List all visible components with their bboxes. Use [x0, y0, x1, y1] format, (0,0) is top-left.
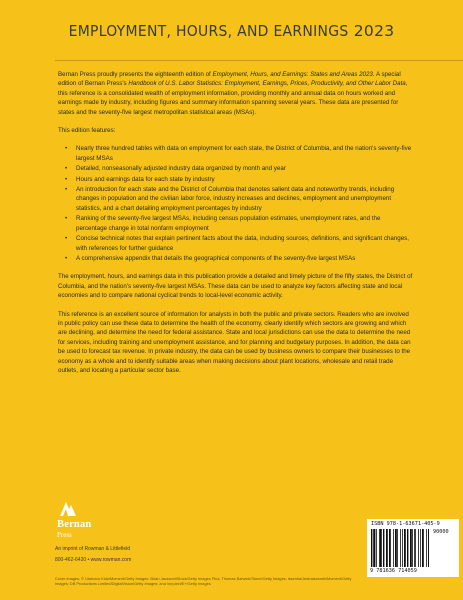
logo-press: Press	[57, 531, 72, 539]
feature-item: • Hours and earnings data for each state by industry	[76, 175, 413, 184]
intro-text-2: . A special edition of Bernan Press's	[58, 71, 401, 88]
imprint-line: An imprint of Rowman & Littlefield	[55, 546, 131, 552]
feature-item: • Nearly three hundred tables with data on employment for each state, the District of Columbia, and the nation's seventy-five largest MSAs	[76, 144, 413, 163]
intro-text-1: Bernan Press proudly presents the eighteenth edition of	[58, 71, 213, 78]
data-description-paragraph: The employment, hours, and earnings data in this publication provide a detailed and timely picture of the fifty states, the District of Columbia, and the nation's seventy-five largest MSAs. These data can be used to analyze key factors affecting state and local economies and to compare national cyclical trends to local-level economic activity.	[58, 273, 413, 300]
intro-book-title: Employment, Hours, and Earnings: States and Areas 2023	[212, 71, 373, 78]
back-cover-text	[58, 70, 413, 384]
cover-footer	[55, 498, 449, 598]
book-title-heading	[0, 22, 463, 40]
features-heading: This edition features:	[58, 127, 116, 135]
header-band	[0, 0, 463, 62]
image-credits: Cover images: © Utamaru Kido/Moment/Getty Images; Brian Jackson/iStock/Getty Images Plus; Thomas Barwick/Stone/Getty Images; iksentia/Jedmakosmik/Moment/Getty Images; DB Productions Limited/DigitalVision/Getty Images; and /mrpixel/E+/Getty Images	[55, 576, 352, 587]
bernan-logo-icon	[57, 498, 79, 518]
feature-item: • Concise technical notes that explain pertinent facts about the data, including sources, definitions, and significant changes, with references for further guidance	[76, 234, 413, 253]
features-list	[58, 144, 413, 263]
barcode-digits: 9 781636 714059	[370, 568, 417, 574]
publisher-logo	[55, 498, 155, 553]
isbn-label: ISBN 978-1-63671-405-9	[371, 521, 440, 527]
intro-handbook-title: Handbook of U.S. Labor Statistics: Employment, Earnings, Prices, Productivity, and Other Labor Data	[128, 80, 406, 88]
contact-line: 800-462-6420 • www.rowman.com	[55, 557, 132, 563]
feature-item: • Ranking of the seventy-five largest MSAs, including census population estimates, unemployment rates, and the percentage change in total nonfarm employment	[76, 214, 413, 233]
audience-paragraph: This reference is an excellent source of information for analysts in both the public and private sectors. Readers who are involved in public policy can use these data to determine the health of the economy, clearly identify which sectors are growing and which are declining, and determine the need for federal assistance. State and local jurisdictions can use the data to determine the need for services, including training and unemployment assistance, and for planning and budgetary purposes. In addition, the data can be used to forecast tax revenue. In private industry, the data can be used by business owners to compare their businesses to the economy as a whole and to identify suitable areas when making decisions about plant locations, wholesale and retail trade outlets, and locating a particular sector base.	[58, 310, 411, 374]
feature-item: • An introduction for each state and the District of Columbia that denotes salient data and noteworthy trends, including changes in population and the civilian labor force, industry increases and declines, employment and unemployment statistics, and a chart detailing employment percentages by industry	[76, 185, 413, 213]
feature-item: • A comprehensive appendix that details the geographical components of the seventy-five largest MSAs	[76, 254, 413, 263]
title-main: EMPLOYMENT, HOURS, AND EARNINGS	[68, 22, 349, 40]
price-code: 90000	[433, 529, 449, 535]
title-year: 2023	[353, 22, 395, 40]
logo-name: Bernan	[57, 519, 92, 530]
barcode-icon	[371, 529, 429, 567]
intro-paragraph	[58, 70, 413, 117]
feature-item: • Detailed, nonseasonally adjusted industry data organized by month and year	[76, 164, 413, 173]
barcode-box	[367, 519, 459, 577]
header-divider	[55, 60, 463, 61]
intro-text-3: , this reference is a consolidated wealth of employment information, providing monthly and annual data on hours worked and earnings made by industry, including figures and summary information spanning several years. These data are presented for states and the seventy-five largest metropolitan statistical areas (MSAs).	[58, 80, 408, 116]
